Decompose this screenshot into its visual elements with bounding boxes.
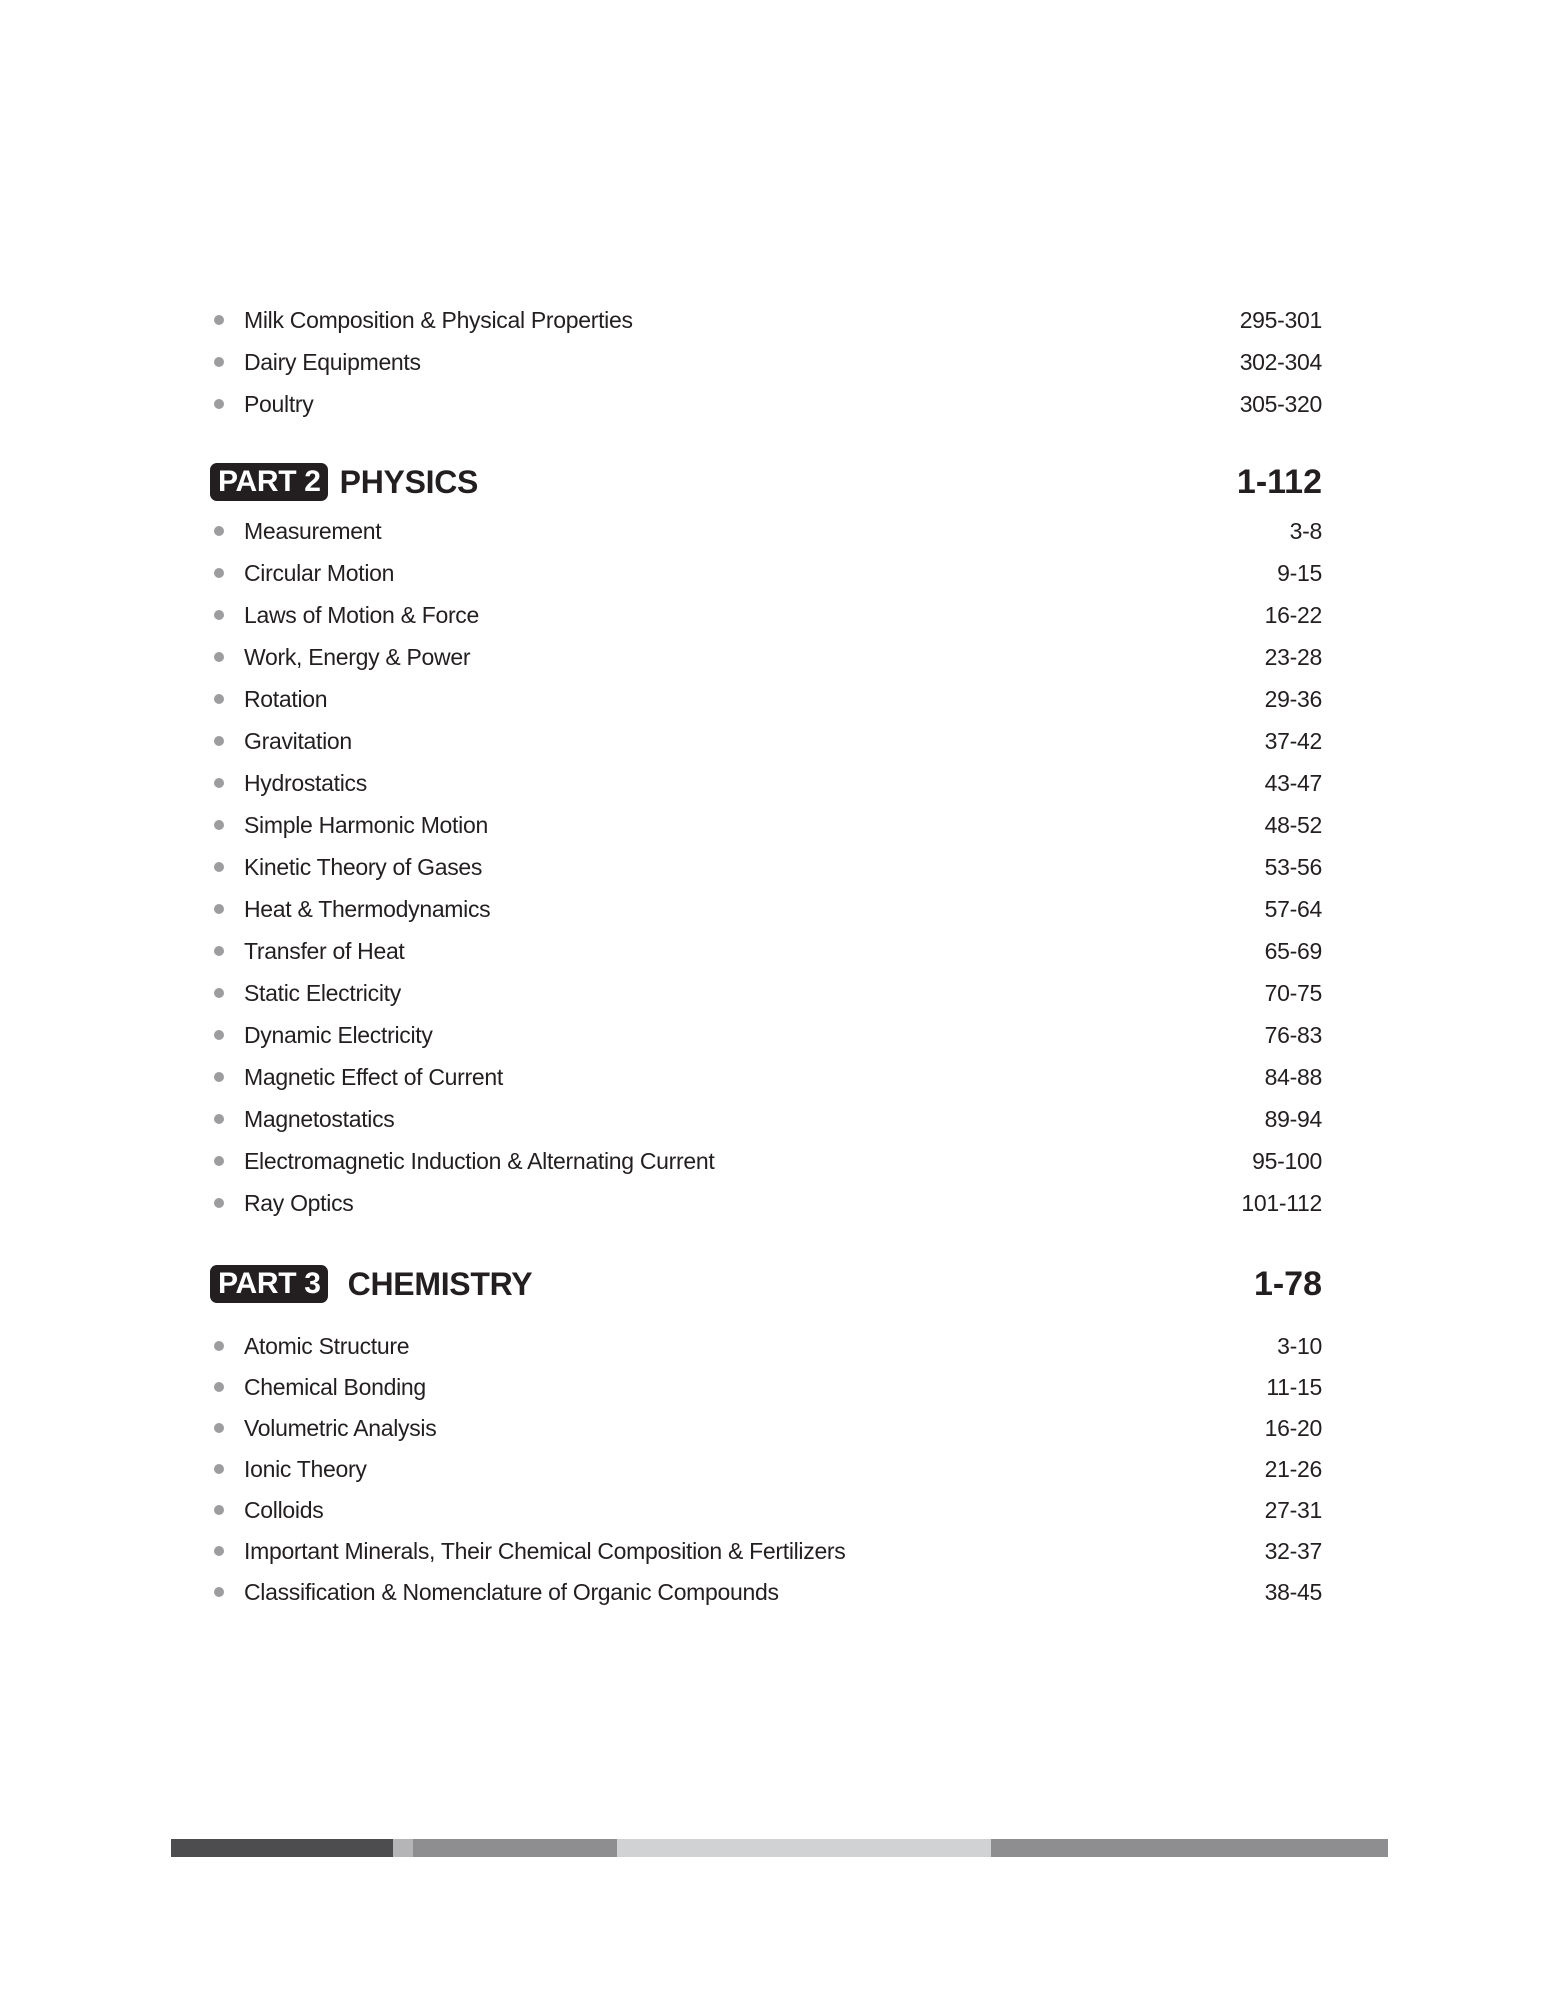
bullet-icon <box>214 1464 224 1474</box>
part-title: CHEMISTRY <box>347 1265 533 1302</box>
entry-title: Magnetic Effect of Current <box>244 1063 503 1090</box>
entry-title: Ray Optics <box>244 1189 354 1216</box>
entry-pages: 101-112 <box>1241 1189 1322 1216</box>
entry-title: Important Minerals, Their Chemical Composition & Fertilizers <box>244 1537 846 1564</box>
entry-title: Poultry <box>244 390 314 417</box>
entry-pages: 70-75 <box>1264 979 1322 1006</box>
entry-pages: 48-52 <box>1264 811 1322 838</box>
entry-pages: 76-83 <box>1264 1021 1322 1048</box>
entry-title: Milk Composition & Physical Properties <box>244 306 633 333</box>
toc-entry <box>210 597 1322 633</box>
entry-title: Volumetric Analysis <box>244 1414 437 1441</box>
toc-entry <box>210 975 1322 1011</box>
entry-pages: 9-15 <box>1277 559 1322 586</box>
entry-pages: 32-37 <box>1264 1537 1322 1564</box>
bullet-icon <box>214 1198 224 1208</box>
entry-pages: 21-26 <box>1264 1455 1322 1482</box>
toc-entry <box>210 1369 1322 1405</box>
toc-entry <box>210 1451 1322 1487</box>
entry-pages: 38-45 <box>1264 1578 1322 1605</box>
bullet-icon <box>214 904 224 914</box>
bullet-icon <box>214 526 224 536</box>
entry-pages: 16-20 <box>1264 1414 1322 1441</box>
toc-entry <box>210 723 1322 759</box>
bullet-icon <box>214 694 224 704</box>
footer-bar-segment <box>393 1839 413 1857</box>
toc-entry <box>210 513 1322 549</box>
bullet-icon <box>214 610 224 620</box>
entry-title: Simple Harmonic Motion <box>244 811 488 838</box>
toc-entry <box>210 1328 1322 1364</box>
entry-title: Hydrostatics <box>244 769 367 796</box>
bullet-icon <box>214 1587 224 1597</box>
entry-title: Atomic Structure <box>244 1332 410 1359</box>
entry-title: Gravitation <box>244 727 352 754</box>
footer-bar-segment <box>617 1839 991 1857</box>
part-badge: PART 2 <box>210 463 328 501</box>
bullet-icon <box>214 1114 224 1124</box>
entry-title: Dynamic Electricity <box>244 1021 433 1048</box>
toc-entry <box>210 1143 1322 1179</box>
bullet-icon <box>214 1341 224 1351</box>
toc-entry <box>210 1533 1322 1569</box>
entry-pages: 57-64 <box>1264 895 1322 922</box>
bullet-icon <box>214 399 224 409</box>
bullet-icon <box>214 1072 224 1082</box>
footer-bar-segment <box>991 1839 1388 1857</box>
toc-entry <box>210 1492 1322 1528</box>
entry-title: Chemical Bonding <box>244 1373 426 1400</box>
entry-title: Classification & Nomenclature of Organic Compounds <box>244 1578 779 1605</box>
toc-entry <box>210 933 1322 969</box>
toc-entry <box>210 765 1322 801</box>
entry-title: Rotation <box>244 685 328 712</box>
bullet-icon <box>214 736 224 746</box>
entry-pages: 295-301 <box>1239 306 1322 333</box>
toc-entry <box>210 891 1322 927</box>
bullet-icon <box>214 778 224 788</box>
entry-pages: 302-304 <box>1239 348 1322 375</box>
entry-pages: 89-94 <box>1264 1105 1322 1132</box>
bullet-icon <box>214 1546 224 1556</box>
entry-pages: 305-320 <box>1239 390 1322 417</box>
entry-pages: 11-15 <box>1266 1373 1322 1400</box>
toc-entry <box>210 386 1322 422</box>
toc-entry <box>210 555 1322 591</box>
bullet-icon <box>214 315 224 325</box>
entry-title: Electromagnetic Induction & Alternating Current <box>244 1147 715 1174</box>
entry-title: Dairy Equipments <box>244 348 421 375</box>
entry-title: Static Electricity <box>244 979 401 1006</box>
bullet-icon <box>214 820 224 830</box>
toc-entry <box>210 1101 1322 1137</box>
toc-entry <box>210 639 1322 675</box>
bullet-icon <box>214 946 224 956</box>
toc-entry <box>210 344 1322 380</box>
toc-entry <box>210 1059 1322 1095</box>
entry-pages: 27-31 <box>1264 1496 1322 1523</box>
entry-title: Heat & Thermodynamics <box>244 895 491 922</box>
bullet-icon <box>214 1423 224 1433</box>
part-heading-chemistry <box>210 1262 1322 1306</box>
part-title: PHYSICS <box>339 463 479 500</box>
bullet-icon <box>214 568 224 578</box>
entry-pages: 23-28 <box>1264 643 1322 670</box>
entry-title: Laws of Motion & Force <box>244 601 480 628</box>
footer-bar-segment <box>413 1839 617 1857</box>
bullet-icon <box>214 862 224 872</box>
entry-pages: 37-42 <box>1264 727 1322 754</box>
bullet-icon <box>214 652 224 662</box>
bullet-icon <box>214 1156 224 1166</box>
entry-title: Work, Energy & Power <box>244 643 471 670</box>
part-pages: 1-78 <box>1253 1264 1322 1303</box>
entry-title: Measurement <box>244 517 382 544</box>
toc-entry <box>210 681 1322 717</box>
toc-entry <box>210 849 1322 885</box>
entry-title: Kinetic Theory of Gases <box>244 853 483 880</box>
entry-pages: 3-8 <box>1289 517 1322 544</box>
entry-pages: 95-100 <box>1252 1147 1322 1174</box>
entry-pages: 3-10 <box>1277 1332 1322 1359</box>
entry-title: Ionic Theory <box>244 1455 367 1482</box>
bullet-icon <box>214 357 224 367</box>
entry-title: Colloids <box>244 1496 324 1523</box>
entry-pages: 43-47 <box>1264 769 1322 796</box>
entry-title: Circular Motion <box>244 559 395 586</box>
entry-pages: 53-56 <box>1264 853 1322 880</box>
footer-bar-segment <box>171 1839 393 1857</box>
bullet-icon <box>214 1030 224 1040</box>
toc-entry <box>210 1574 1322 1610</box>
part-badge: PART 3 <box>210 1265 328 1303</box>
entry-pages: 16-22 <box>1264 601 1322 628</box>
part-heading-physics <box>210 460 1322 504</box>
toc-entry <box>210 807 1322 843</box>
entry-title: Transfer of Heat <box>244 937 405 964</box>
toc-entry <box>210 1410 1322 1446</box>
bullet-icon <box>214 1505 224 1515</box>
entry-pages: 29-36 <box>1264 685 1322 712</box>
entry-pages: 65-69 <box>1264 937 1322 964</box>
part-pages: 1-112 <box>1236 462 1322 501</box>
entry-title: Magnetostatics <box>244 1105 395 1132</box>
bullet-icon <box>214 1382 224 1392</box>
toc-entry <box>210 1185 1322 1221</box>
toc-entry <box>210 302 1322 338</box>
bullet-icon <box>214 988 224 998</box>
toc-entry <box>210 1017 1322 1053</box>
entry-pages: 84-88 <box>1264 1063 1322 1090</box>
